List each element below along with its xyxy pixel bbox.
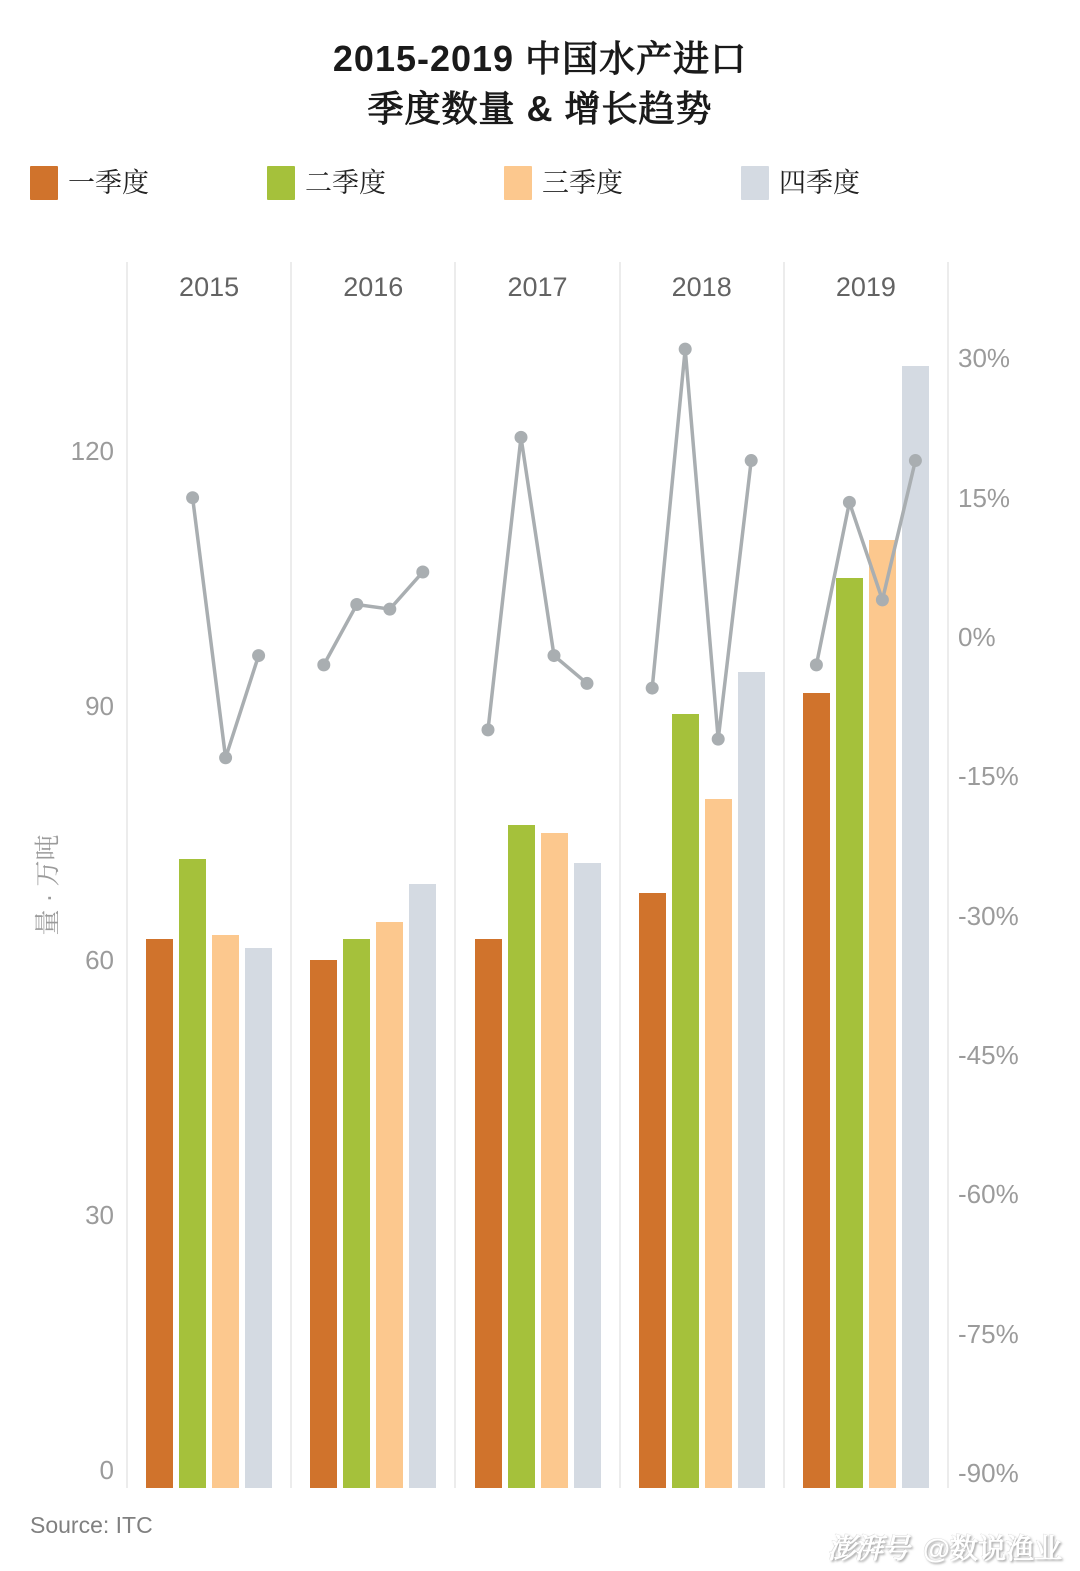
year-separator-5 <box>947 262 949 1488</box>
watermark-logo: 澎湃号 <box>827 1533 909 1564</box>
chart-title-line2: 季度数量 & 增长趋势 <box>367 88 713 129</box>
growth-point-2018-q1 <box>646 682 659 695</box>
right-tick-m60: -60% <box>958 1179 1019 1210</box>
chart-title <box>0 34 1080 134</box>
growth-line-2018 <box>652 349 751 739</box>
growth-point-2017-q2 <box>515 431 528 444</box>
growth-point-2016-q2 <box>350 598 363 611</box>
growth-point-2015-q2 <box>186 491 199 504</box>
bar-2018-q3 <box>705 799 732 1488</box>
year-label-2018: 2018 <box>671 272 732 302</box>
bar-2019-q3 <box>869 540 896 1488</box>
growth-line-2015 <box>193 498 259 758</box>
bar-2015-q4 <box>245 948 272 1488</box>
growth-point-2018-q3 <box>712 733 725 746</box>
watermark-handle: @数说渔业 <box>922 1533 1062 1564</box>
left-tick-90: 90 <box>85 690 114 721</box>
legend-label-q3: 三季度 <box>542 168 623 198</box>
bar-2017-q3 <box>541 833 568 1488</box>
year-label-2015: 2015 <box>179 272 240 302</box>
bar-2016-q1 <box>310 960 337 1488</box>
bar-2019-q1 <box>803 693 830 1488</box>
legend-swatch-q4 <box>741 166 769 200</box>
left-tick-30: 30 <box>85 1200 114 1231</box>
watermark <box>828 1527 1062 1567</box>
right-tick-m90: -90% <box>958 1457 1019 1488</box>
right-tick-m45: -45% <box>958 1039 1019 1070</box>
growth-point-2015-q4 <box>252 649 265 662</box>
right-tick-15: 15% <box>958 482 1011 513</box>
growth-point-2016-q1 <box>317 658 330 671</box>
bar-2017-q1 <box>475 939 502 1488</box>
bar-2017-q4 <box>574 863 601 1488</box>
bar-2017-q2 <box>508 825 535 1488</box>
legend-item-q3 <box>504 163 623 203</box>
right-tick-m75: -75% <box>958 1318 1019 1349</box>
right-tick-m15: -15% <box>958 761 1019 792</box>
bar-2015-q3 <box>212 935 239 1488</box>
bar-2018-q1 <box>639 893 666 1488</box>
chart-title-line1: 2015-2019 中国水产进口 <box>332 38 748 79</box>
bar-2018-q2 <box>672 714 699 1488</box>
left-axis-title: 量 · 万吨 <box>32 834 63 936</box>
growth-line-2017 <box>488 437 587 730</box>
growth-point-2019-q2 <box>843 496 856 509</box>
legend-label-q2: 二季度 <box>305 168 386 198</box>
bar-2018-q4 <box>738 672 765 1488</box>
legend-item-q4 <box>741 163 860 203</box>
growth-point-2018-q2 <box>679 343 692 356</box>
source-note: Source: ITC <box>30 1512 153 1538</box>
growth-point-2017-q1 <box>482 723 495 736</box>
legend-label-q4: 四季度 <box>779 168 860 198</box>
legend <box>0 163 1080 203</box>
year-separator-0 <box>126 262 128 1488</box>
year-label-2017: 2017 <box>507 272 568 302</box>
year-separator-2 <box>454 262 456 1488</box>
year-label-2019: 2019 <box>835 272 896 302</box>
growth-point-2017-q4 <box>581 677 594 690</box>
left-tick-60: 60 <box>85 945 114 976</box>
legend-item-q2 <box>267 163 386 203</box>
growth-point-2019-q1 <box>810 658 823 671</box>
year-label-2016: 2016 <box>343 272 404 302</box>
year-separator-1 <box>290 262 292 1488</box>
growth-point-2015-q3 <box>219 751 232 764</box>
bar-2019-q2 <box>836 578 863 1488</box>
legend-swatch-q2 <box>267 166 295 200</box>
year-separator-3 <box>619 262 621 1488</box>
left-tick-0: 0 <box>99 1455 114 1485</box>
year-separator-4 <box>783 262 785 1488</box>
growth-line-2016 <box>324 572 423 665</box>
legend-swatch-q3 <box>504 166 532 200</box>
legend-item-q1 <box>30 163 149 203</box>
growth-point-2016-q3 <box>383 603 396 616</box>
growth-line-2019 <box>816 461 915 665</box>
bar-2016-q3 <box>376 922 403 1488</box>
left-tick-120: 120 <box>70 435 114 466</box>
growth-point-2016-q4 <box>416 565 429 578</box>
legend-label-q1: 一季度 <box>68 168 149 198</box>
right-tick-0: 0% <box>958 622 996 652</box>
bar-2019-q4 <box>902 366 929 1488</box>
bar-2015-q2 <box>179 859 206 1488</box>
bar-2015-q1 <box>146 939 173 1488</box>
growth-point-2017-q3 <box>548 649 561 662</box>
legend-swatch-q1 <box>30 166 58 200</box>
bar-2016-q4 <box>409 884 436 1488</box>
right-tick-30: 30% <box>958 343 1011 374</box>
growth-point-2018-q4 <box>745 454 758 467</box>
bar-2016-q2 <box>343 939 370 1488</box>
right-tick-m30: -30% <box>958 900 1019 931</box>
